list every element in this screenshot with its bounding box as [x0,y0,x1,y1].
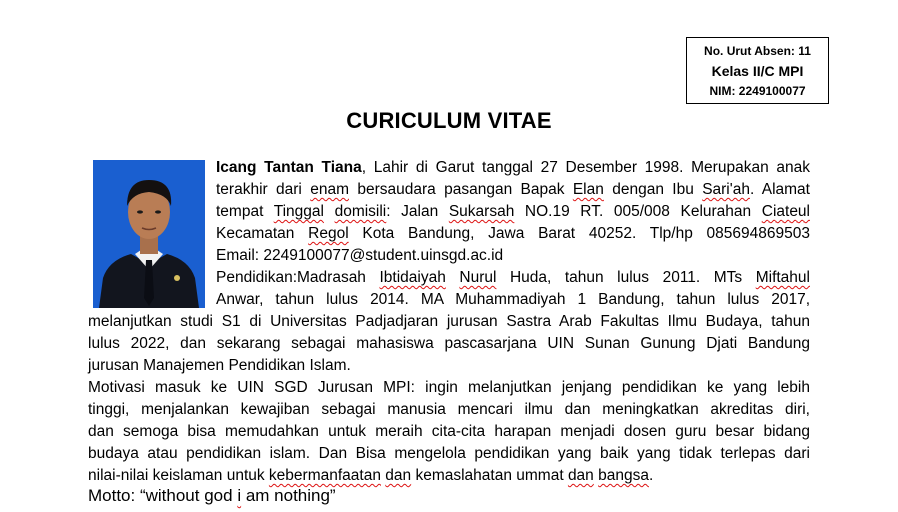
cv-line-6 [216,267,810,289]
text: terakhir dari [216,181,311,198]
cv-line-13: dan semoga bisa memudahkan untuk meraih cita-cita harapan menjadi dosen guru besar bidang [88,423,810,440]
cv-line-2 [216,179,810,201]
nim-row [709,81,805,101]
text: NO.19 RT. 005/008 Kelurahan [514,203,762,220]
kelas-row: Kelas II/C MPI [711,62,804,79]
text: Huda, tahun lulus 2011. MTs [496,269,756,286]
motto-text: am nothing” [241,486,336,505]
cv-line-12: tinggi, menjalankan kewajiban sebagai manusia mencari ilmu dan meningkatkan akreditas diri, [88,401,810,418]
misspelled-word: Ciateul [761,203,810,220]
misspelled-word: Elan [572,181,604,198]
misspelled-word: Regol [308,225,349,242]
profile-photo [93,160,205,308]
cv-line-7: Anwar, tahun lulus 2014. MA Muhammadiyah 1 Bandung, tahun lulus 2017, [216,291,810,308]
misspelled-word: dan [385,467,412,484]
cv-line-15 [88,465,810,487]
misspelled-word: Miftahul [755,269,810,286]
cv-line-email: Email: 2249100077@student.uinsgd.ac.id [216,247,504,264]
cv-line-10: jurusan Manajemen Pendidikan Islam. [88,357,351,374]
text: kemaslahatan ummat [411,467,568,484]
text: . Alamat [749,181,810,198]
misspelled-word: Sukarsah [448,203,515,220]
motto [88,485,336,507]
nim-label: NIM: [709,83,736,98]
absen-value: 11 [798,43,811,58]
text: Pendidikan:Madrasah [216,269,380,286]
person-name: Icang Tantan Tiana [216,159,362,176]
misspelled-word: bangsa [598,467,649,484]
page-title: CURICULUM VITAE [346,108,552,133]
motto-text: Motto: “without god [88,486,238,505]
student-id-box [686,37,829,104]
text [446,269,460,286]
text: bersaudara pasangan Bapak [349,181,573,198]
misspelled-word: dan [567,467,594,484]
cv-line-1 [216,157,810,179]
misspelled-word: Sari'ah [702,181,750,198]
misspelled-word: i [237,486,242,505]
text: Kecamatan [216,225,309,242]
misspelled-word: Nurul [459,269,497,286]
cv-line-4 [216,223,810,245]
misspelled-word: Tinggal [273,203,324,220]
text [324,203,335,220]
text: . [648,467,654,484]
text: dengan Ibu [603,181,703,198]
cv-line-9: lulus 2022, dan sekarang sebagai mahasiswa pascasarjana UIN Sunan Gunung Djati Bandung [88,335,810,352]
text: Kota Bandung, Jawa Barat 40252. Tlp/hp 085694869503 [348,225,810,242]
misspelled-word: Ibtidaiyah [379,269,446,286]
absen-row [704,41,811,61]
misspelled-word: enam [310,181,349,198]
text: tempat [216,203,274,220]
nim-value: 2249100077 [738,83,806,98]
cv-line-14: budaya atau pendidikan islam. Dan Bisa mengelola pendidikan yang baik yang tidak terlepas dari [88,445,810,462]
birth-info: , Lahir di Garut tanggal 27 Desember 1998. Merupakan anak [361,159,810,176]
cv-line-11: Motivasi masuk ke UIN SGD Jurusan MPI: ingin melanjutkan jenjang pendidikan ke yang lebih [88,379,810,396]
misspelled-word: kebermanfaatan [268,467,381,484]
cv-line-3 [216,201,810,223]
text: nilai-nilai keislaman untuk [88,467,269,484]
misspelled-word: domisili [334,203,387,220]
text: : Jalan [386,203,449,220]
absen-label: No. Urut Absen: [704,43,795,58]
cv-line-8: melanjutkan studi S1 di Universitas Padjadjaran jurusan Sastra Arab Fakultas Ilmu Budaya, tahun [88,313,810,330]
